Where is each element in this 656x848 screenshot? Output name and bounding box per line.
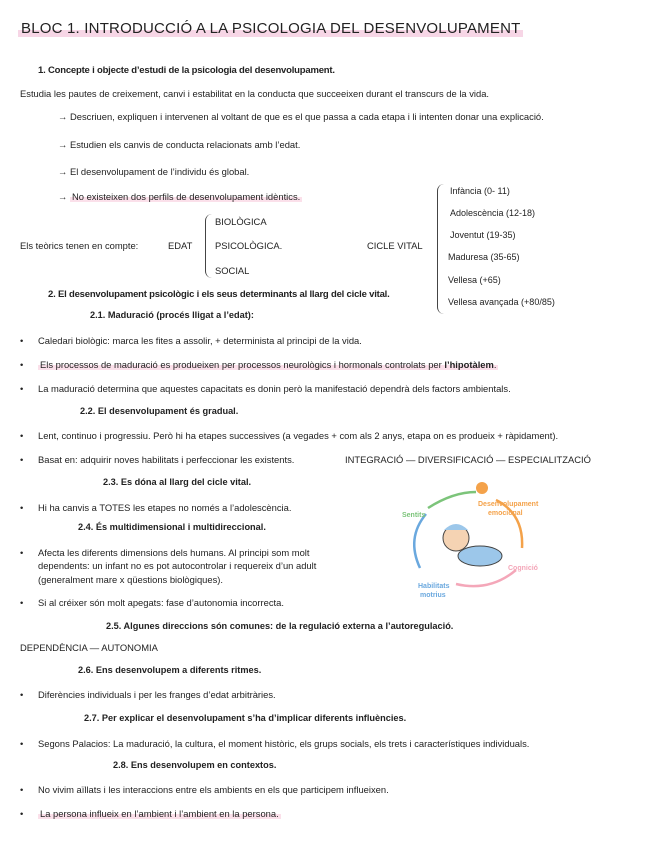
cicle-brace xyxy=(437,184,444,314)
arrow-item: → Estudien els canvis de conducta relacionats amb l’edat. xyxy=(58,139,301,150)
label-desenv-2: emocional xyxy=(488,510,523,517)
baby-cap-icon xyxy=(444,524,468,530)
list-item: • Diferències individuals i per les franges d’edat arbitràries. xyxy=(20,689,276,700)
section-2-heading: 2. El desenvolupament psicològic i els seus determinants al llarg del cicle vital. xyxy=(48,289,390,300)
edat-label: EDAT xyxy=(168,240,193,251)
arrow-item: → El desenvolupament de l’individu és global. xyxy=(58,166,250,177)
label-sentits: Sentits xyxy=(402,512,426,519)
arrow-item: → Descriuen, expliquen i intervenen al voltant de que es el que passa a cada etapa i li intenten donar una explicació. xyxy=(58,111,544,122)
section-1-intro: Estudia les pautes de creixement, canvi i estabilitat en la conducta que succeeixen durant el transcurs de la vida. xyxy=(20,88,490,99)
section-2-2-heading: 2.2. El desenvolupament és gradual. xyxy=(80,406,239,416)
arrow-icon: → xyxy=(58,111,68,122)
list-item: • La maduració determina que aquestes capacitats es donin però la manifestació dependrà dels factors ambientals. xyxy=(20,383,511,394)
dependencia-autonomia: DEPENDÈNCIA — AUTONOMIA xyxy=(20,642,158,653)
arrow-icon: → xyxy=(58,139,68,150)
blue-arrow xyxy=(414,514,426,568)
cicle-item: Adolescència (12-18) xyxy=(450,208,536,218)
baby-body-icon xyxy=(458,546,502,566)
list-item: • Segons Palacios: La maduració, la cultura, el moment històric, els grups socials, els trets i característiques individuals. xyxy=(20,738,530,749)
section-2-5-heading: 2.5. Algunes direccions són comunes: de la regulació externa a l’autoregulació. xyxy=(106,621,454,631)
cicle-vital-label: CICLE VITAL xyxy=(367,240,423,251)
list-item: • Lent, continuo i progressiu. Però hi ha etapes successives (a vegades + com als 2 anys, etapa on es produeix + ràpidament). xyxy=(20,430,559,441)
teorics-label: Els teòrics tenen en compte: xyxy=(20,240,139,251)
label-habilitats-2: motrius xyxy=(420,592,446,599)
label-desenv-1: Desenvolupament xyxy=(478,501,539,508)
arrow-icon: → xyxy=(58,166,68,177)
section-2-6-heading: 2.6. Ens desenvolupem a diferents ritmes. xyxy=(78,665,262,675)
list-item: • Afecta les diferents dimensions dels humans. Al principi som molt xyxy=(20,547,310,558)
section-2-3-heading: 2.3. Es dóna al llarg del cicle vital. xyxy=(103,477,252,487)
list-item: • Si al créixer són molt apegats: fase d’autonomia incorrecta. xyxy=(20,597,284,608)
cicle-item: Joventut (19-35) xyxy=(450,230,516,240)
list-item: • No vivim aïllats i les interaccions entre els ambients en els que participem influeixen. xyxy=(20,784,389,795)
cicle-item: Vellesa (+65) xyxy=(448,275,501,285)
section-2-1-heading: 2.1. Maduració (procés lligat a l’edat): xyxy=(90,310,254,320)
page-title: BLOC 1. INTRODUCCIÓ A LA PSICOLOGIA DEL DESENVOLUPAMENT xyxy=(18,20,523,37)
heart-icon xyxy=(476,482,488,494)
cicle-item: Vellesa avançada (+80/85) xyxy=(448,297,555,307)
development-illustration xyxy=(398,478,558,603)
edat-item: SOCIAL xyxy=(215,265,250,276)
list-item: • Caledari biològic: marca les fites a assolir, + determinista al principi de la vida. xyxy=(20,335,362,346)
pink-arrow xyxy=(456,570,516,586)
green-arrow xyxy=(428,492,476,508)
section-2-4-heading: 2.4. És multidimensional i multidireccional. xyxy=(78,522,266,532)
list-item: • La persona influeix en l’ambient i l’ambient en la persona. xyxy=(20,808,279,819)
edat-item: PSICOLÒGICA. xyxy=(215,240,283,251)
label-habilitats-1: Habilitats xyxy=(418,583,450,590)
cicle-item: Infància (0- 11) xyxy=(450,186,510,196)
edat-brace xyxy=(205,214,212,278)
section-1-heading: 1. Concepte i objecte d’estudi de la psicologia del desenvolupament. xyxy=(38,65,335,76)
arrow-item: → No existeixen dos perfils de desenvolupament idèntics. xyxy=(58,191,301,202)
section-2-7-heading: 2.7. Per explicar el desenvolupament s’ha d’implicar diferents influències. xyxy=(84,713,407,723)
edat-item: BIOLÒGICA xyxy=(215,216,267,227)
integration-chain: INTEGRACIÓ — DIVERSIFICACIÓ — ESPECIALITZACIÓ xyxy=(345,454,591,465)
list-item-cont: dependents: un infant no es pot autocontrolar i requereix d’un adult xyxy=(38,560,317,571)
list-item: • Hi ha canvis a TOTES les etapes no només a l’adolescència. xyxy=(20,502,292,513)
list-item: • Basat en: adquirir noves habilitats i perfeccionar les existents. xyxy=(20,454,295,465)
list-item: • Els processos de maduració es produeixen per processos neurològics i hormonals controlats per l’hipotàlem. xyxy=(20,359,497,370)
list-item-cont: (generalment mare x qüestions biològiques). xyxy=(38,574,223,585)
cicle-item: Maduresa (35-65) xyxy=(448,252,520,262)
arrow-icon: → xyxy=(58,191,68,202)
label-cognicio: Cognició xyxy=(508,565,538,572)
section-2-8-heading: 2.8. Ens desenvolupem en contextos. xyxy=(113,760,277,770)
